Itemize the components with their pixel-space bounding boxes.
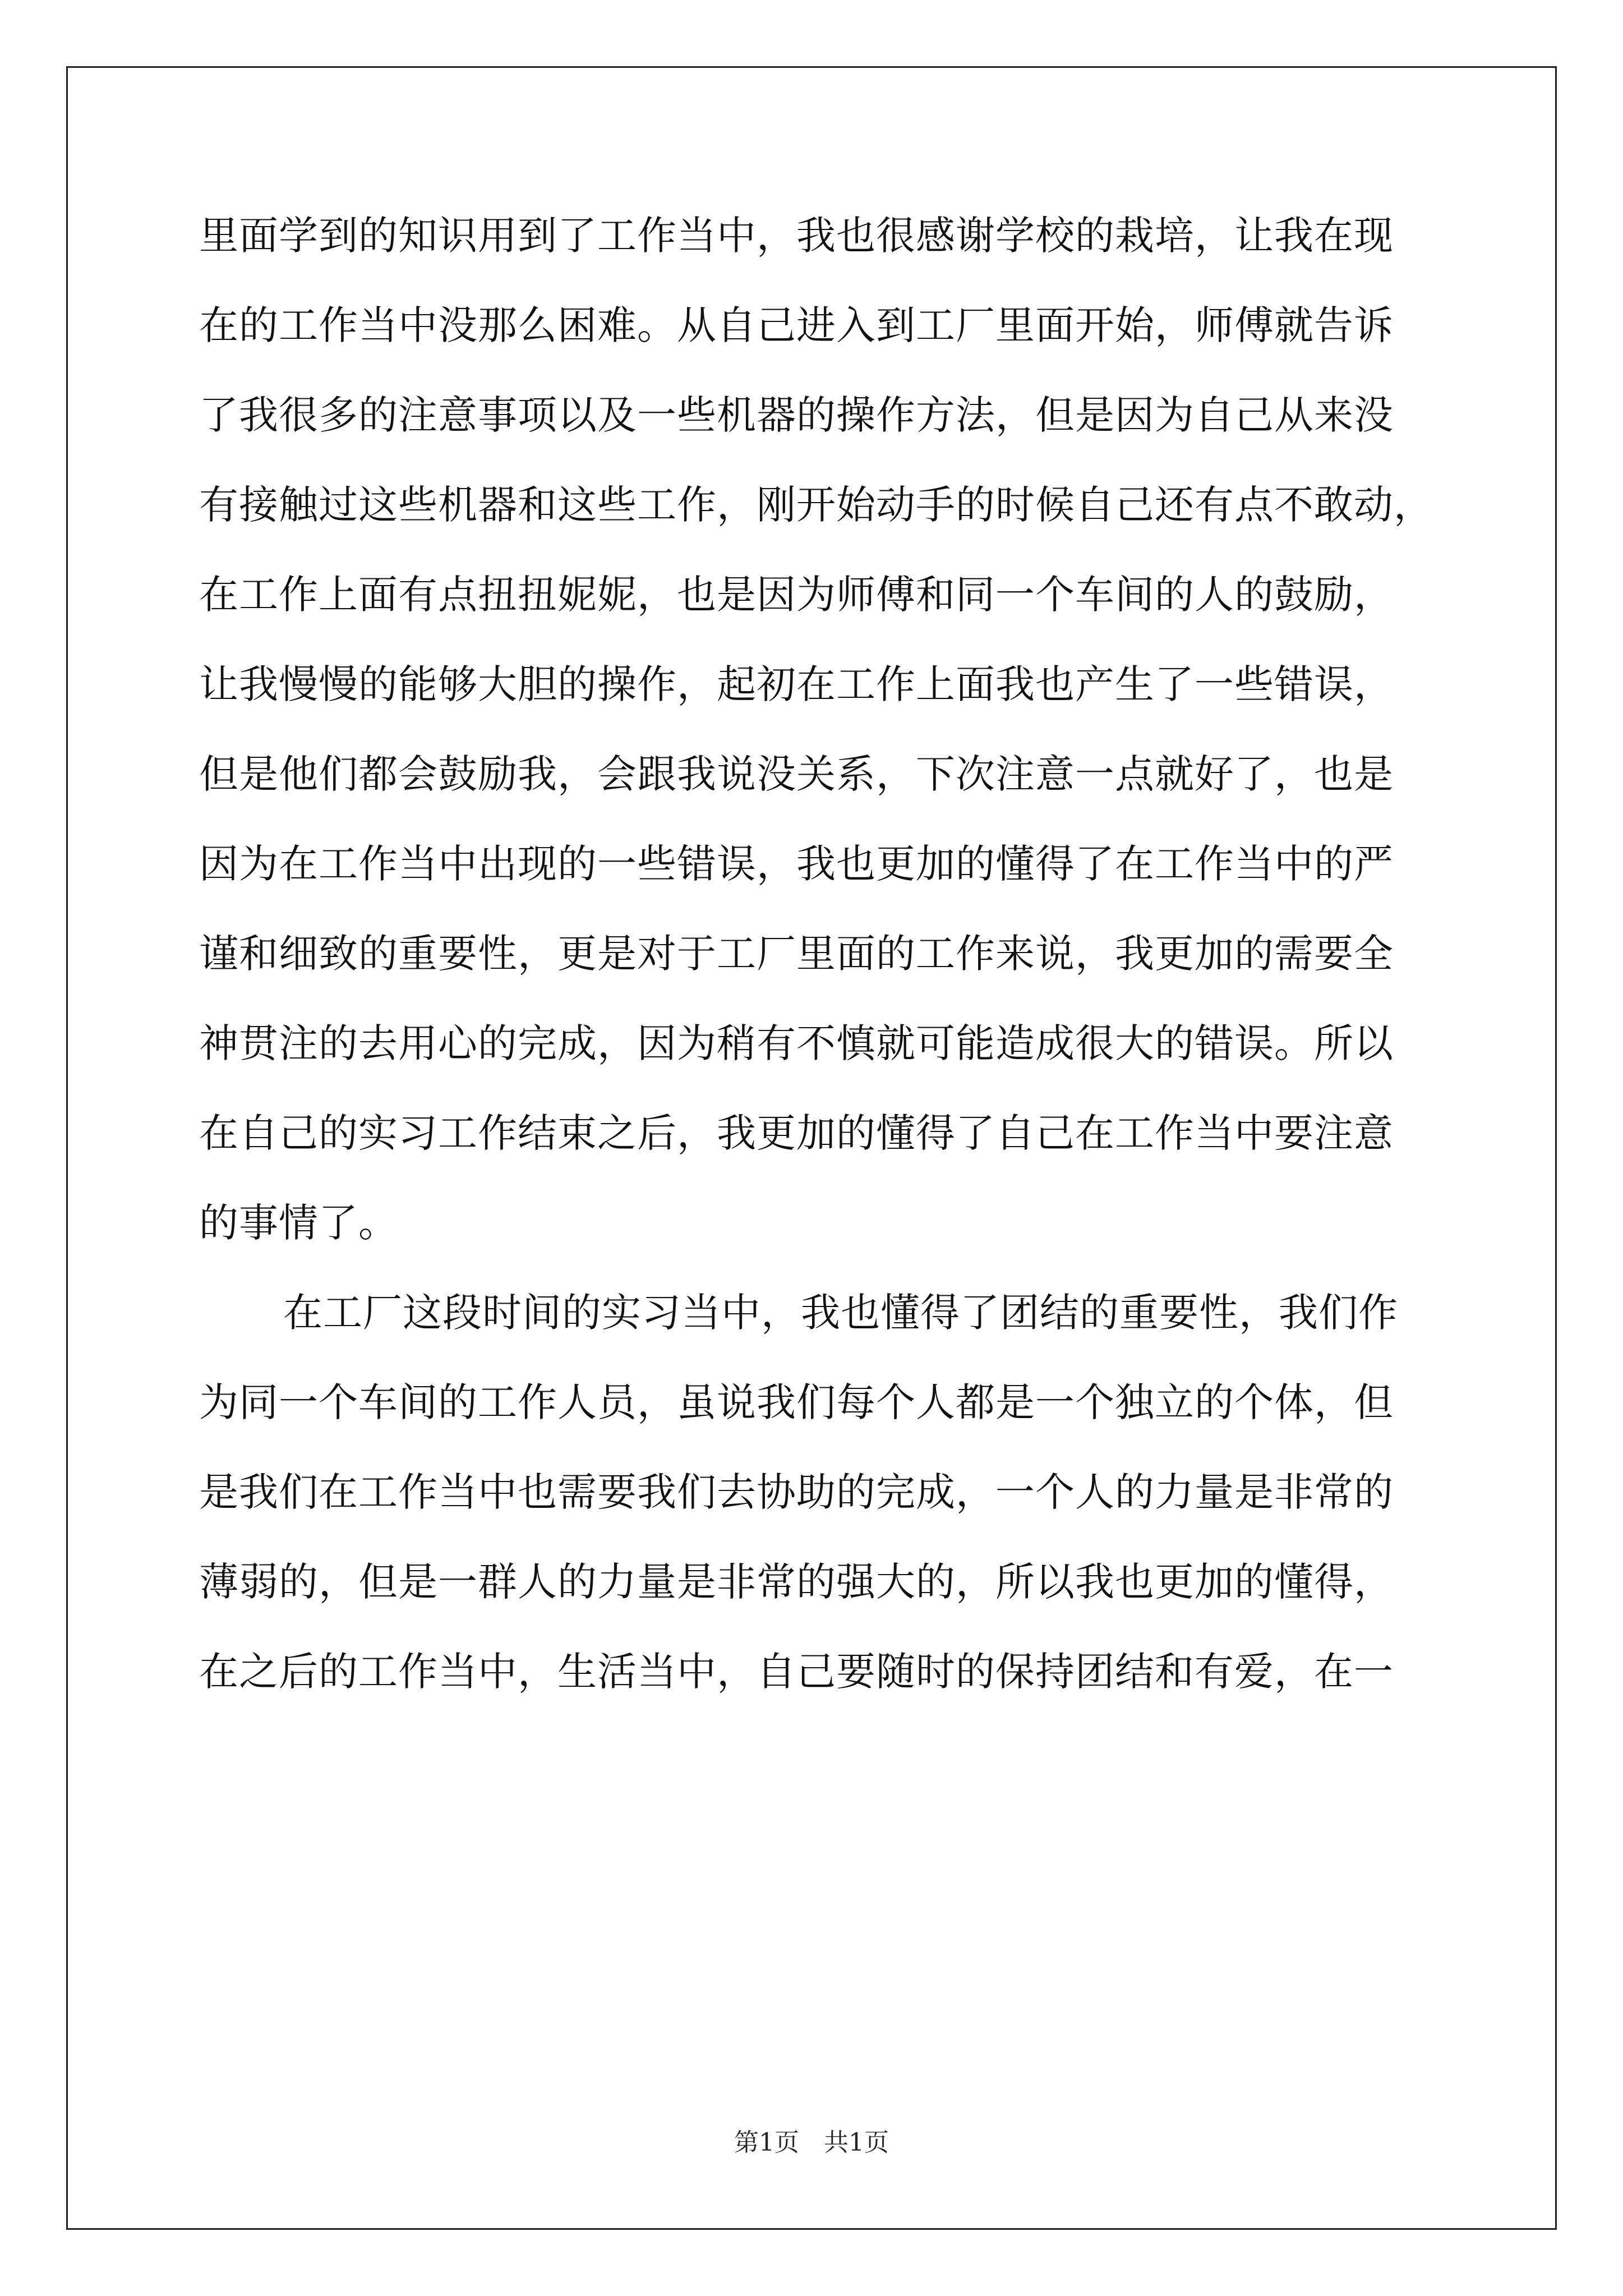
text-line: 让我慢慢的能够大胆的操作，起初在工作上面我也产生了一些错误， bbox=[199, 661, 1394, 707]
text-line: 神贯注的去用心的完成，因为稍有不慎就可能造成很大的错误。所以 bbox=[199, 1020, 1394, 1066]
text-line: 因为在工作当中出现的一些错误，我也更加的懂得了在工作当中的严 bbox=[199, 841, 1394, 887]
text-line: 但是他们都会鼓励我，会跟我说没关系，下次注意一点就好了，也是 bbox=[199, 751, 1394, 797]
text-line: 在自己的实习工作结束之后，我更加的懂得了自己在工作当中要注意 bbox=[199, 1110, 1394, 1156]
text-line: 里面学到的知识用到了工作当中，我也很感谢学校的栽培，让我在现 bbox=[199, 213, 1394, 259]
text-line: 谨和细致的重要性，更是对于工厂里面的工作来说，我更加的需要全 bbox=[199, 931, 1394, 977]
text-line: 在之后的工作当中，生活当中，自己要随时的保持团结和有爱，在一 bbox=[199, 1649, 1394, 1695]
text-line: 是我们在工作当中也需要我们去协助的完成，一个人的力量是非常的 bbox=[199, 1469, 1394, 1515]
page-number: 第1页 共1页 bbox=[734, 2128, 889, 2157]
paragraph-first-line: 在工厂这段时间的实习当中，我也懂得了团结的重要性，我们作 bbox=[283, 1290, 1398, 1336]
text-line: 在的工作当中没那么困难。从自己进入到工厂里面开始，师傅就告诉 bbox=[199, 302, 1394, 348]
text-line: 薄弱的，但是一群人的力量是非常的强大的，所以我也更加的懂得， bbox=[199, 1559, 1394, 1605]
text-line: 的事情了。 bbox=[199, 1200, 398, 1246]
text-line: 在工作上面有点扭扭妮妮，也是因为师傅和同一个车间的人的鼓励， bbox=[199, 572, 1394, 618]
text-line: 为同一个车间的工作人员，虽说我们每个人都是一个独立的个体，但 bbox=[199, 1379, 1394, 1425]
text-line: 了我很多的注意事项以及一些机器的操作方法，但是因为自己从来没 bbox=[199, 392, 1394, 438]
text-line: 有接触过这些机器和这些工作，刚开始动手的时候自己还有点不敢动， bbox=[199, 482, 1433, 528]
